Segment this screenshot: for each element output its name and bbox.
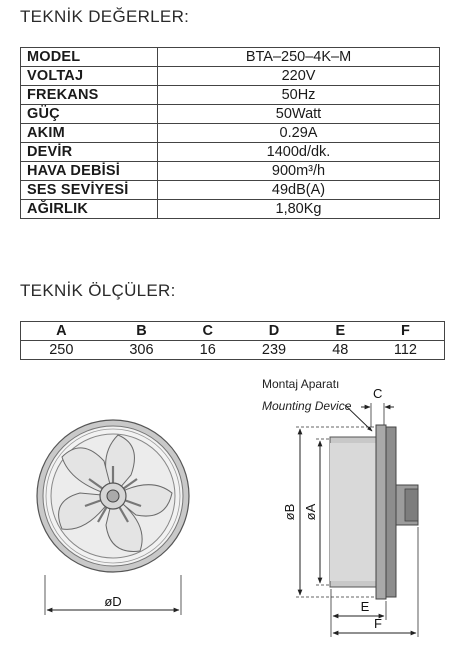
spec-label: AKIM xyxy=(21,124,158,143)
table-row xyxy=(21,162,440,181)
dimension-header: F xyxy=(367,322,445,341)
dimension-f-label: F xyxy=(374,616,382,631)
dimension-value-row xyxy=(21,341,445,360)
spec-value: 50Hz xyxy=(158,86,440,105)
spec-label: SES SEVİYESİ xyxy=(21,181,158,200)
spec-label: DEVİR xyxy=(21,143,158,162)
dimension-header: D xyxy=(234,322,314,341)
dimension-value: 306 xyxy=(102,341,182,360)
dimension-value: 48 xyxy=(314,341,367,360)
table-row xyxy=(21,67,440,86)
table-row xyxy=(21,48,440,67)
spec-value: 1400d/dk. xyxy=(158,143,440,162)
dimension-header: A xyxy=(21,322,102,341)
fan-technical-drawing xyxy=(0,365,470,662)
table-row xyxy=(21,105,440,124)
spec-label: MODEL xyxy=(21,48,158,67)
dimension-value: 239 xyxy=(234,341,314,360)
spec-value: BTA–250–4K–M xyxy=(158,48,440,67)
dimension-e-label: E xyxy=(360,599,370,614)
spec-value: 1,80Kg xyxy=(158,200,440,219)
dimension-value: 250 xyxy=(21,341,102,360)
spec-value: 0.29A xyxy=(158,124,440,143)
spec-value: 220V xyxy=(158,67,440,86)
dimension-header: B xyxy=(102,322,182,341)
fan-front-view xyxy=(37,420,189,615)
dimension-header: C xyxy=(181,322,234,341)
technical-values-heading: TEKNİK DEĞERLER: xyxy=(20,7,190,26)
table-row xyxy=(21,86,440,105)
spec-label: VOLTAJ xyxy=(21,67,158,86)
dimension-header-row xyxy=(21,322,445,341)
technical-values-table xyxy=(20,47,440,219)
spec-label: FREKANS xyxy=(21,86,158,105)
spec-value: 50Watt xyxy=(158,105,440,124)
dimension-header: E xyxy=(314,322,367,341)
dimension-d-label: øD xyxy=(104,594,122,609)
table-row xyxy=(21,124,440,143)
dimension-a-label: øA xyxy=(303,503,318,521)
mounting-label-en: Mounting Device xyxy=(262,399,352,413)
technical-dimensions-heading: TEKNİK ÖLÇÜLER: xyxy=(20,281,176,300)
spec-label: HAVA DEBİSİ xyxy=(21,162,158,181)
spec-value: 49dB(A) xyxy=(158,181,440,200)
table-row xyxy=(21,200,440,219)
table-row xyxy=(21,181,440,200)
fan-side-view xyxy=(262,377,418,637)
mounting-label-tr: Montaj Aparatı xyxy=(262,377,340,391)
dimension-value: 16 xyxy=(181,341,234,360)
technical-dimensions-table xyxy=(20,321,445,360)
table-row xyxy=(21,143,440,162)
spec-label: AĞIRLIK xyxy=(21,200,158,219)
dimension-value: 112 xyxy=(367,341,445,360)
spec-value: 900m³/h xyxy=(158,162,440,181)
dimension-c-label: C xyxy=(373,386,383,401)
dimension-b-label: øB xyxy=(282,503,297,521)
spec-label: GÜÇ xyxy=(21,105,158,124)
